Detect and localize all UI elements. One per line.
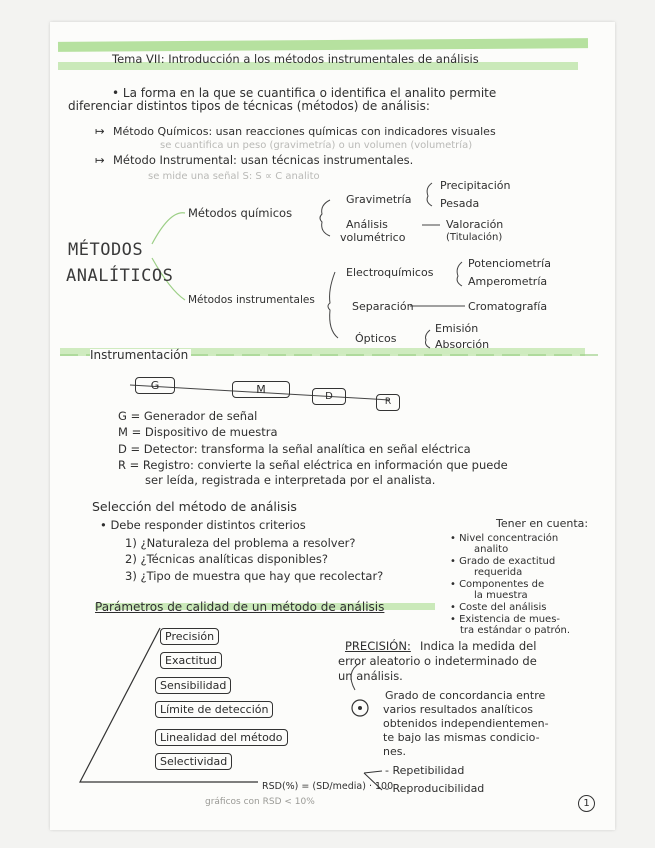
- precision-line-2: error aleatorio o indeterminado de: [338, 654, 537, 668]
- grado-line-5: nes.: [383, 745, 406, 758]
- grado-line-4: te bajo las mismas condicio-: [383, 731, 540, 744]
- separacion: Separación: [352, 300, 414, 313]
- bottom-note: gráficos con RSD < 10%: [205, 797, 315, 807]
- parametros-title: Parámetros de calidad de un método de análisis: [95, 600, 385, 614]
- tener-item: • Coste del análisis: [450, 602, 547, 613]
- seleccion-title: Selección del método de análisis: [92, 499, 297, 514]
- precision-line-1: Indica la medida del: [420, 639, 537, 653]
- legend-g: G = Generador de señal: [118, 409, 258, 423]
- pyramid-linealidad: Linealidad del método: [155, 729, 288, 746]
- page-number: 1: [578, 795, 595, 812]
- gravimetria: Gravimetría: [346, 193, 412, 206]
- pyramid-sensibilidad: Sensibilidad: [155, 677, 231, 694]
- arrow-icon: ↦: [95, 153, 105, 167]
- rsd-formula: RSD(%) = (SD/media) · 100: [262, 781, 394, 792]
- grado-line-1: Grado de concordancia entre: [385, 689, 546, 702]
- grado-line-2: varios resultados analíticos: [383, 703, 534, 716]
- potenciometria: Potenciometría: [468, 257, 551, 270]
- question-3: 3) ¿Tipo de muestra que hay que recolectar?: [125, 569, 384, 583]
- tener-item: tra estándar o patrón.: [460, 625, 571, 636]
- pyramid-limite-deteccion: Límite de detección: [155, 701, 273, 718]
- legend-m: M = Dispositivo de muestra: [118, 425, 278, 439]
- block-r: R: [376, 394, 400, 411]
- tener-item: • Nivel concentración: [450, 533, 559, 544]
- tener-item: • Grado de exactitud: [450, 556, 556, 567]
- intro-line-1: • La forma en la que se cuantifica o identifica el analito permite: [112, 86, 497, 100]
- tener-item: la muestra: [474, 590, 528, 601]
- absorcion: Absorción: [435, 338, 490, 351]
- legend-d: D = Detector: transforma la señal analítica en señal eléctrica: [118, 442, 471, 456]
- pyramid-precision: Precisión: [160, 628, 219, 645]
- analisis-volumetrico-1: Análisis: [346, 218, 388, 231]
- emision: Emisión: [435, 322, 479, 335]
- reproducibilidad: - Reproducibilidad: [385, 782, 485, 795]
- tener-title: Tener en cuenta:: [496, 517, 589, 530]
- metodo-quimico-note: se cuantifica un peso (gravimetría) o un volumen (volumetría): [160, 140, 473, 151]
- precision-title: PRECISIÓN:: [345, 639, 411, 653]
- valoracion: Valoración: [446, 218, 504, 231]
- legend-r: R = Registro: convierte la señal eléctrica en información que puede: [118, 458, 508, 472]
- diagram-root-line-1: MÉTODOS: [68, 240, 144, 260]
- metodo-quimico: Método Químicos: usan reacciones químicas con indicadores visuales: [113, 125, 496, 138]
- pesada: Pesada: [440, 197, 480, 210]
- tener-item: analito: [474, 544, 509, 555]
- diagram-root-line-2: ANALÍTICOS: [66, 266, 174, 286]
- tener-item: requerida: [474, 567, 523, 578]
- analisis-volumetrico-2: volumétrico: [340, 231, 406, 244]
- block-m: M: [232, 381, 290, 398]
- metodos-instrumentales: Métodos instrumentales: [188, 294, 315, 306]
- instrumentacion-label: Instrumentación: [90, 349, 191, 362]
- grado-line-3: obtenidos independientemen-: [383, 717, 549, 730]
- question-2: 2) ¿Técnicas analíticas disponibles?: [125, 552, 328, 566]
- titulacion: (Titulación): [446, 232, 503, 243]
- arrow-icon: ↦: [95, 124, 105, 138]
- tener-item: • Componentes de: [450, 579, 545, 590]
- pyramid-selectividad: Selectividad: [155, 753, 232, 770]
- pyramid-exactitud: Exactitud: [160, 652, 222, 669]
- page-title: Tema VII: Introducción a los métodos instrumentales de análisis: [112, 52, 479, 66]
- metodos-quimicos: Métodos químicos: [188, 206, 293, 220]
- question-1: 1) ¿Naturaleza del problema a resolver?: [125, 536, 356, 550]
- cromatografia: Cromatografía: [468, 300, 548, 313]
- seleccion-bullet: • Debe responder distintos criterios: [100, 518, 306, 532]
- precipitacion: Precipitación: [440, 179, 511, 192]
- metodo-instrumental-note: se mide una señal S: S ∝ C analito: [148, 171, 320, 182]
- opticos: Ópticos: [355, 332, 397, 345]
- tener-item: • Existencia de mues-: [450, 614, 561, 625]
- intro-line-2: diferenciar distintos tipos de técnicas (métodos) de análisis:: [68, 99, 430, 113]
- block-d: D: [312, 388, 346, 405]
- precision-line-3: un análisis.: [338, 669, 403, 683]
- amperometria: Amperometría: [468, 275, 548, 288]
- repetibilidad: - Repetibilidad: [385, 764, 465, 777]
- metodo-instrumental: Método Instrumental: usan técnicas instrumentales.: [113, 153, 414, 167]
- electroquimicos: Electroquímicos: [346, 266, 434, 279]
- block-g: G: [135, 377, 175, 394]
- legend-r-cont: ser leída, registrada e interpretada por el analista.: [145, 473, 436, 487]
